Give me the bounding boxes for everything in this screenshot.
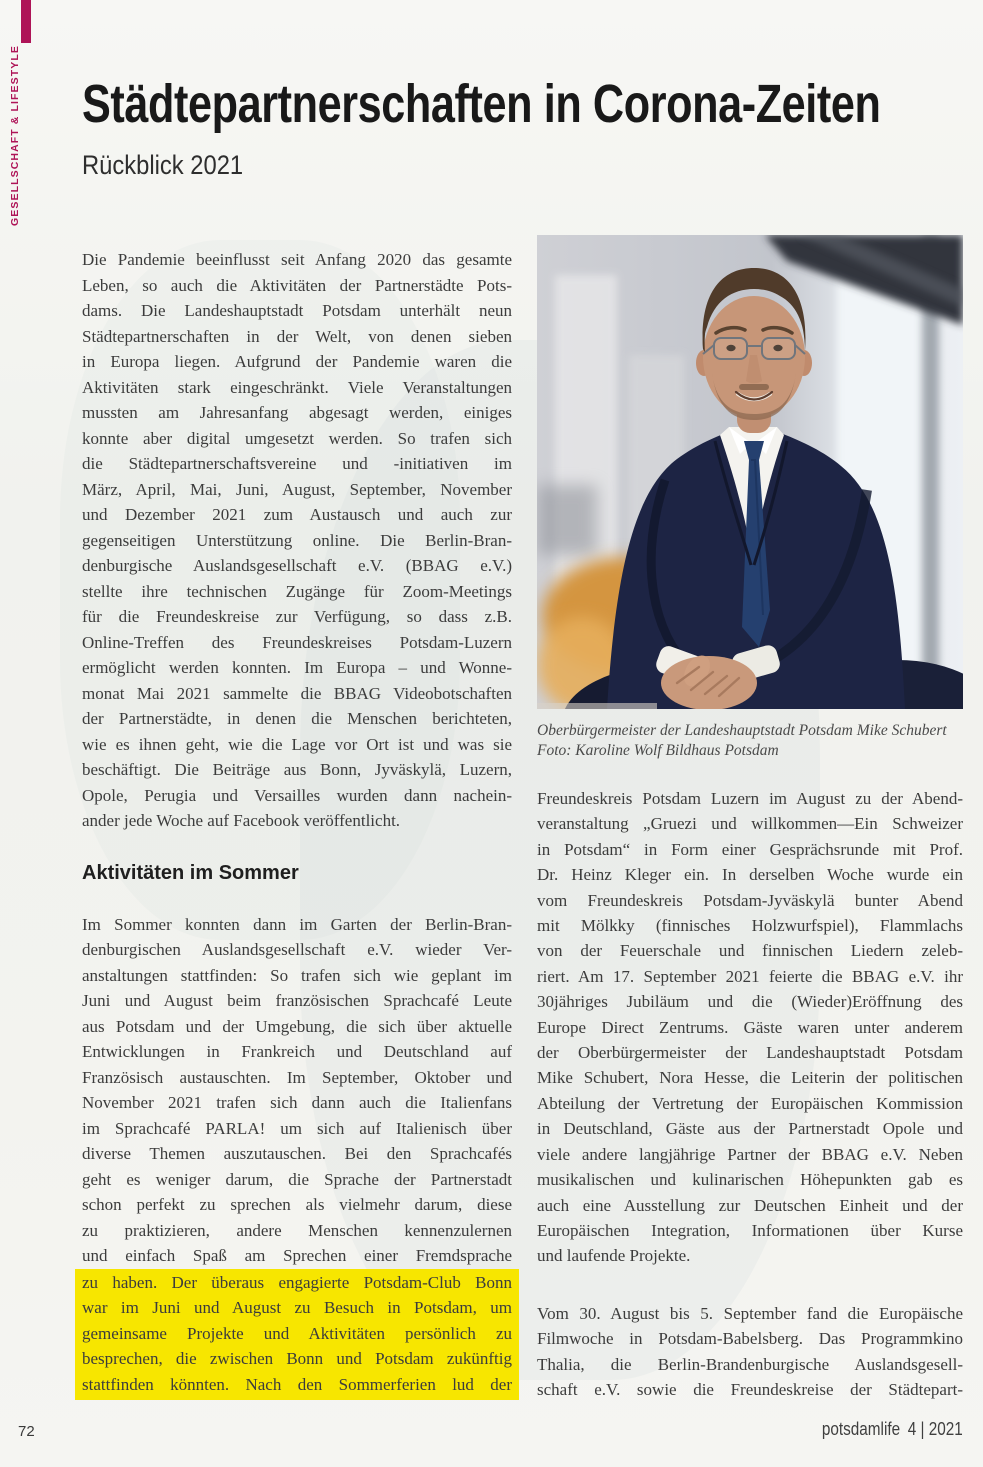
- paragraph-filmwoche: [537, 1301, 963, 1403]
- text-line: viele andere langjährige Partner der BBAG e.V. Neben: [537, 1144, 963, 1164]
- text-line: Abteilung der Vertretung der Europäischen Kommission: [537, 1093, 963, 1113]
- text-line: Mike Schubert, Nora Hesse, die Leiterin der politischen: [537, 1068, 963, 1088]
- text-line: mussten am Jahresanfang abgesagt werden, einiges: [82, 403, 512, 422]
- text-line: veranstaltung „Gruezi und willkommen—Ein Schweizer: [537, 814, 963, 834]
- article-subtitle: Rückblick 2021: [82, 150, 244, 180]
- text-line: Freundeskreis Potsdam Luzern im August zu der Abend-: [537, 789, 963, 808]
- photo-caption: [537, 721, 967, 761]
- text-line: musikalischen und kulinarischen Höhepunkten gab es: [537, 1170, 963, 1190]
- text-line: Entwicklungen in Frankreich und Deutschland auf: [82, 1042, 512, 1061]
- photo-caption-line1: Oberbürgermeister der Landeshauptstadt Potsdam Mike Schubert: [537, 722, 947, 739]
- text-line: von der Feuerschale und finnischen Liedern zeleb-: [537, 941, 963, 961]
- text-line: Europäischen Integration, Informationen über Kurse: [537, 1220, 963, 1240]
- text-line: November 2021 trafen sich dann auch die Italienfans: [82, 1093, 512, 1112]
- text-line: diverse Themen auszutauschen. Bei den Sprachcafés: [82, 1144, 512, 1163]
- text-line: konnte aber digital umgesetzt werden. So trafen sich: [82, 428, 512, 448]
- section-label: GESELLSCHAFT & LIFESTYLE: [9, 45, 21, 226]
- text-line: und Dezember 2021 zum Austausch und auch zur: [82, 505, 512, 524]
- text-line: riert. Am 17. September 2021 feierte die BBAG e.V. ihr: [537, 966, 963, 986]
- photo-caption-line2: Foto: Karoline Wolf Bildhaus Potsdam: [537, 742, 779, 759]
- text-line: Juni und August beim französischen Sprachcafé Leute: [82, 991, 512, 1010]
- magazine-issue: 4 | 2021: [907, 1419, 963, 1439]
- text-line: und laufende Projekte.: [537, 1246, 691, 1266]
- text-line: Opole, Perugia und Versailles wurden dann nachein-: [82, 785, 512, 805]
- section-heading: Aktivitäten im Sommer: [82, 861, 299, 884]
- text-line: war im Juni und August zu Besuch in Potsdam, um: [82, 1298, 512, 1317]
- text-line: Thalia, die Berlin-Brandenburgische Auslandsgesell-: [537, 1354, 963, 1374]
- text-line: Im Sommer konnten dann im Garten der Berlin-Bran-: [82, 914, 512, 934]
- text-line: in Deutschland, Gäste aus der Partnerstadt Opole und: [537, 1119, 963, 1139]
- text-line: in Potsdam“ in Form einer Gesprächsrunde mit Prof.: [537, 839, 963, 859]
- text-line: schaft e.V. sowie die Freundeskreise der Städtepart-: [537, 1379, 963, 1399]
- text-line: auch eine Ausstellung zur Deutschen Einheit und der: [537, 1195, 963, 1215]
- text-line: Französisch austauschten. Im September, Oktober und: [82, 1067, 512, 1087]
- text-line: beschäftigt. Die Beiträge aus Bonn, Jyväskylä, Luzern,: [82, 760, 512, 779]
- text-line: vom Freundeskreis Potsdam-Jyväskylä bunter Abend: [537, 890, 963, 910]
- paragraph-intro: [82, 247, 512, 834]
- text-line: besprechen, die zwischen Bonn und Potsdam zukünftig: [82, 1349, 512, 1368]
- text-line: Dr. Heinz Kleger ein. In derselben Woche wurde ein: [537, 865, 963, 885]
- text-line: schon perfekt zu sprechen als vielmehr darum, diese: [82, 1195, 512, 1214]
- text-line: zu praktizieren, andere Menschen kennenzulernen: [82, 1220, 512, 1240]
- text-line: denburgischen Auslandsgesellschaft e.V. wieder Ver-: [82, 940, 512, 959]
- text-line: Städtepartnerschaften in der Welt, von denen sieben: [82, 326, 512, 346]
- portrait-photo-graphic: [537, 235, 963, 709]
- text-line: stellte ihre technischen Zugänge für Zoom-Meetings: [82, 581, 512, 601]
- text-line: ander jede Woche auf Facebook veröffentlicht.: [82, 811, 401, 830]
- text-line: stattfinden könnten. Nach den Sommerferien lud der: [82, 1374, 512, 1394]
- text-line: aus Potsdam und der Umgebung, die sich über aktuelle: [82, 1016, 512, 1036]
- text-line: Online-Treffen des Freundeskreises Potsdam-Luzern: [82, 632, 512, 652]
- text-line: anstaltungen stattfinden: So trafen sich wie geplant im: [82, 965, 512, 985]
- paragraph-summer: [82, 912, 512, 1269]
- body-column-left: [82, 247, 512, 1400]
- paragraph-jubilee: [537, 786, 963, 1269]
- text-line: geht es weniger darum, die Sprache der Partnerstadt: [82, 1169, 512, 1189]
- text-line: wie es ihnen geht, wie die Lage vor Ort ist und was sie: [82, 734, 512, 754]
- text-line: Filmwoche in Potsdam-Babelsberg. Das Programmkino: [537, 1329, 963, 1349]
- text-line: gegenseitigen Unterstützung online. Die Berlin-Bran-: [82, 530, 512, 550]
- text-line: Leben, so auch die Aktivitäten der Partnerstädte Pots-: [82, 275, 512, 295]
- text-line: für die Freundeskreise zur Verfügung, so dass z.B.: [82, 607, 512, 626]
- text-line: denburgische Auslandsgesellschaft e.V. (BBAG e.V.): [82, 556, 512, 575]
- page-number: 72: [18, 1423, 35, 1440]
- text-line: der Oberbürgermeister der Landeshauptstadt Potsdam: [537, 1043, 963, 1063]
- text-line: ermöglicht werden konnten. Im Europa – und Wonne-: [82, 658, 512, 677]
- text-line: der Partnerstädte, in denen die Menschen berichteten,: [82, 709, 512, 728]
- text-line: im Sprachcafé PARLA! um sich auf Italienisch über: [82, 1118, 512, 1138]
- body-column-right: [537, 786, 963, 1402]
- text-line: monat Mai 2021 sammelte die BBAG Videobotschaften: [82, 683, 512, 703]
- magazine-name: potsdamlife: [822, 1419, 901, 1439]
- text-line: Europe Direct Zentrums. Gäste waren unter anderem: [537, 1017, 963, 1037]
- portrait-photo: [537, 235, 963, 709]
- text-line: gemeinsame Projekte und Aktivitäten persönlich zu: [82, 1323, 512, 1343]
- text-line: zu haben. Der überaus engagierte Potsdam-Club Bonn: [82, 1272, 512, 1292]
- text-line: die Städtepartnerschaftsvereine und -initiativen im: [82, 454, 512, 473]
- text-line: und einfach Spaß am Sprechen einer Fremdsprache: [82, 1246, 512, 1265]
- highlighted-passage: [75, 1269, 519, 1401]
- section-color-tab: [21, 0, 31, 43]
- article-title: Städtepartnerschaften in Corona-Zeiten: [82, 74, 881, 134]
- magazine-footer: [822, 1419, 963, 1440]
- text-line: dams. Die Landeshauptstadt Potsdam unterhält neun: [82, 301, 512, 320]
- text-line: Die Pandemie beeinflusst seit Anfang 2020 das gesamte: [82, 250, 512, 269]
- text-line: Vom 30. August bis 5. September fand die Europäische: [537, 1303, 963, 1323]
- text-line: mit Mölkky (finnisches Holzwurfspiel), Flammlachs: [537, 916, 963, 936]
- text-line: 30jähriges Jubiläum und die (Wieder)Eröffnung des: [537, 992, 963, 1012]
- text-line: Aktivitäten stark eingeschränkt. Viele Veranstaltungen: [82, 377, 512, 397]
- text-line: März, April, Mai, Juni, August, September, November: [82, 479, 512, 499]
- text-line: in Europa liegen. Aufgrund der Pandemie waren die: [82, 352, 512, 371]
